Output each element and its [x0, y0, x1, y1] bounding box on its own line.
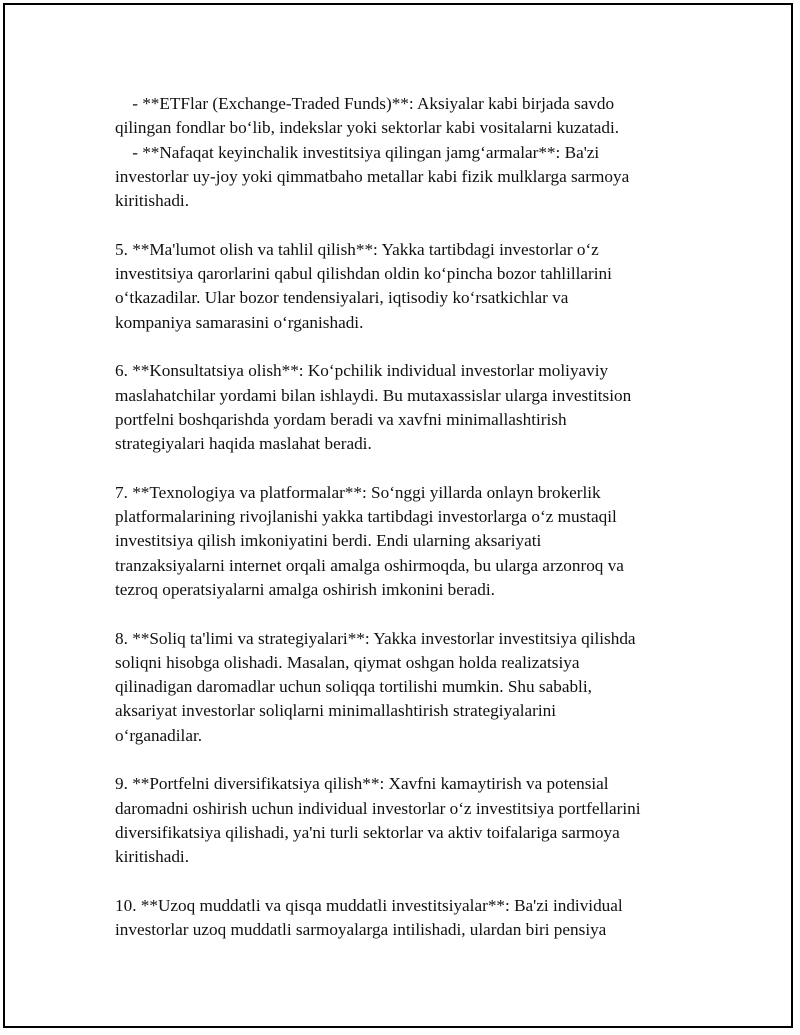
text-line: o‘rganadilar.: [115, 725, 203, 745]
document-body: [115, 92, 705, 942]
paragraph-item-6: [115, 359, 705, 456]
paragraph-item-9: [115, 772, 705, 869]
text-line: diversifikatsiya qilishadi, ya'ni turli sektorlar va aktiv toifalariga sarmoya: [115, 822, 620, 842]
text-line: 6. **Konsultatsiya olish**: Ko‘pchilik individual investorlar moliyaviy: [115, 361, 609, 381]
text-line: kiritishadi.: [115, 847, 189, 867]
text-line: 10. **Uzoq muddatli va qisqa muddatli investitsiyalar**: Ba'zi individual: [115, 895, 623, 915]
text-line: 7. **Texnologiya va platformalar**: So‘nggi yillarda onlayn brokerlik: [115, 482, 601, 502]
paragraph-gap: [115, 602, 705, 626]
text-line: soliqni hisobga olishadi. Masalan, qiymat oshgan holda realizatsiya: [115, 652, 580, 672]
paragraph-gap: [115, 748, 705, 772]
paragraph-item-8: [115, 627, 705, 748]
text-line: investitsiya qarorlarini qabul qilishdan oldin ko‘pincha bozor tahlillarini: [115, 264, 612, 284]
text-line: qilingan fondlar bo‘lib, indekslar yoki sektorlar kabi vositalarni kuzatadi.: [115, 118, 620, 138]
text-line: strategiyalari haqida maslahat beradi.: [115, 434, 372, 454]
paragraph-item-5: [115, 238, 705, 335]
text-line: 9. **Portfelni diversifikatsiya qilish**: Xavfni kamaytirish va potensial: [115, 774, 609, 794]
paragraph-item-10: [115, 894, 705, 943]
text-line: portfelni boshqarishda yordam beradi va xavfni minimallashtirish: [115, 409, 567, 429]
text-line: qilinadigan daromadlar uchun soliqqa tortilishi mumkin. Shu sababli,: [115, 677, 592, 697]
paragraph-gap: [115, 213, 705, 237]
text-line: tezroq operatsiyalarni amalga oshirish imkonini beradi.: [115, 579, 495, 599]
text-line: aksariyat investorlar soliqlarni minimallashtirish strategiyalarini: [115, 701, 557, 721]
paragraph-investment-types: [115, 92, 705, 213]
text-line: investorlar uy-joy yoki qimmatbaho metallar kabi fizik mulklarga sarmoya: [115, 166, 630, 186]
text-line: platformalarining rivojlanishi yakka tartibdagi investorlarga o‘z mustaqil: [115, 507, 617, 527]
text-line: daromadni oshirish uchun individual investorlar o‘z investitsiya portfellarini: [115, 798, 641, 818]
paragraph-gap: [115, 335, 705, 359]
text-line: kiritishadi.: [115, 191, 189, 211]
text-line: - **Nafaqat keyinchalik investitsiya qilingan jamg‘armalar**: Ba'zi: [115, 142, 600, 162]
text-line: investorlar uzoq muddatli sarmoyalarga intilishadi, ulardan biri pensiya: [115, 920, 607, 940]
text-line: - **ETFlar (Exchange-Traded Funds)**: Aksiyalar kabi birjada savdo: [115, 94, 615, 113]
paragraph-gap: [115, 456, 705, 480]
paragraph-item-7: [115, 481, 705, 602]
text-line: 5. **Ma'lumot olish va tahlil qilish**: Yakka tartibdagi investorlar o‘z: [115, 239, 599, 259]
paragraph-gap: [115, 870, 705, 894]
text-line: o‘tkazadilar. Ular bozor tendensiyalari, iqtisodiy ko‘rsatkichlar va: [115, 288, 569, 308]
text-line: 8. **Soliq ta'limi va strategiyalari**: Yakka investorlar investitsiya qilishda: [115, 628, 636, 648]
text-line: kompaniya samarasini o‘rganishadi.: [115, 312, 364, 332]
text-line: tranzaksiyalarni internet orqali amalga oshirmoqda, bu ularga arzonroq va: [115, 555, 624, 575]
text-line: investitsiya qilish imkoniyatini berdi. Endi ularning aksariyati: [115, 531, 542, 551]
text-line: maslahatchilar yordami bilan ishlaydi. Bu mutaxassislar ularga investitsion: [115, 385, 632, 405]
